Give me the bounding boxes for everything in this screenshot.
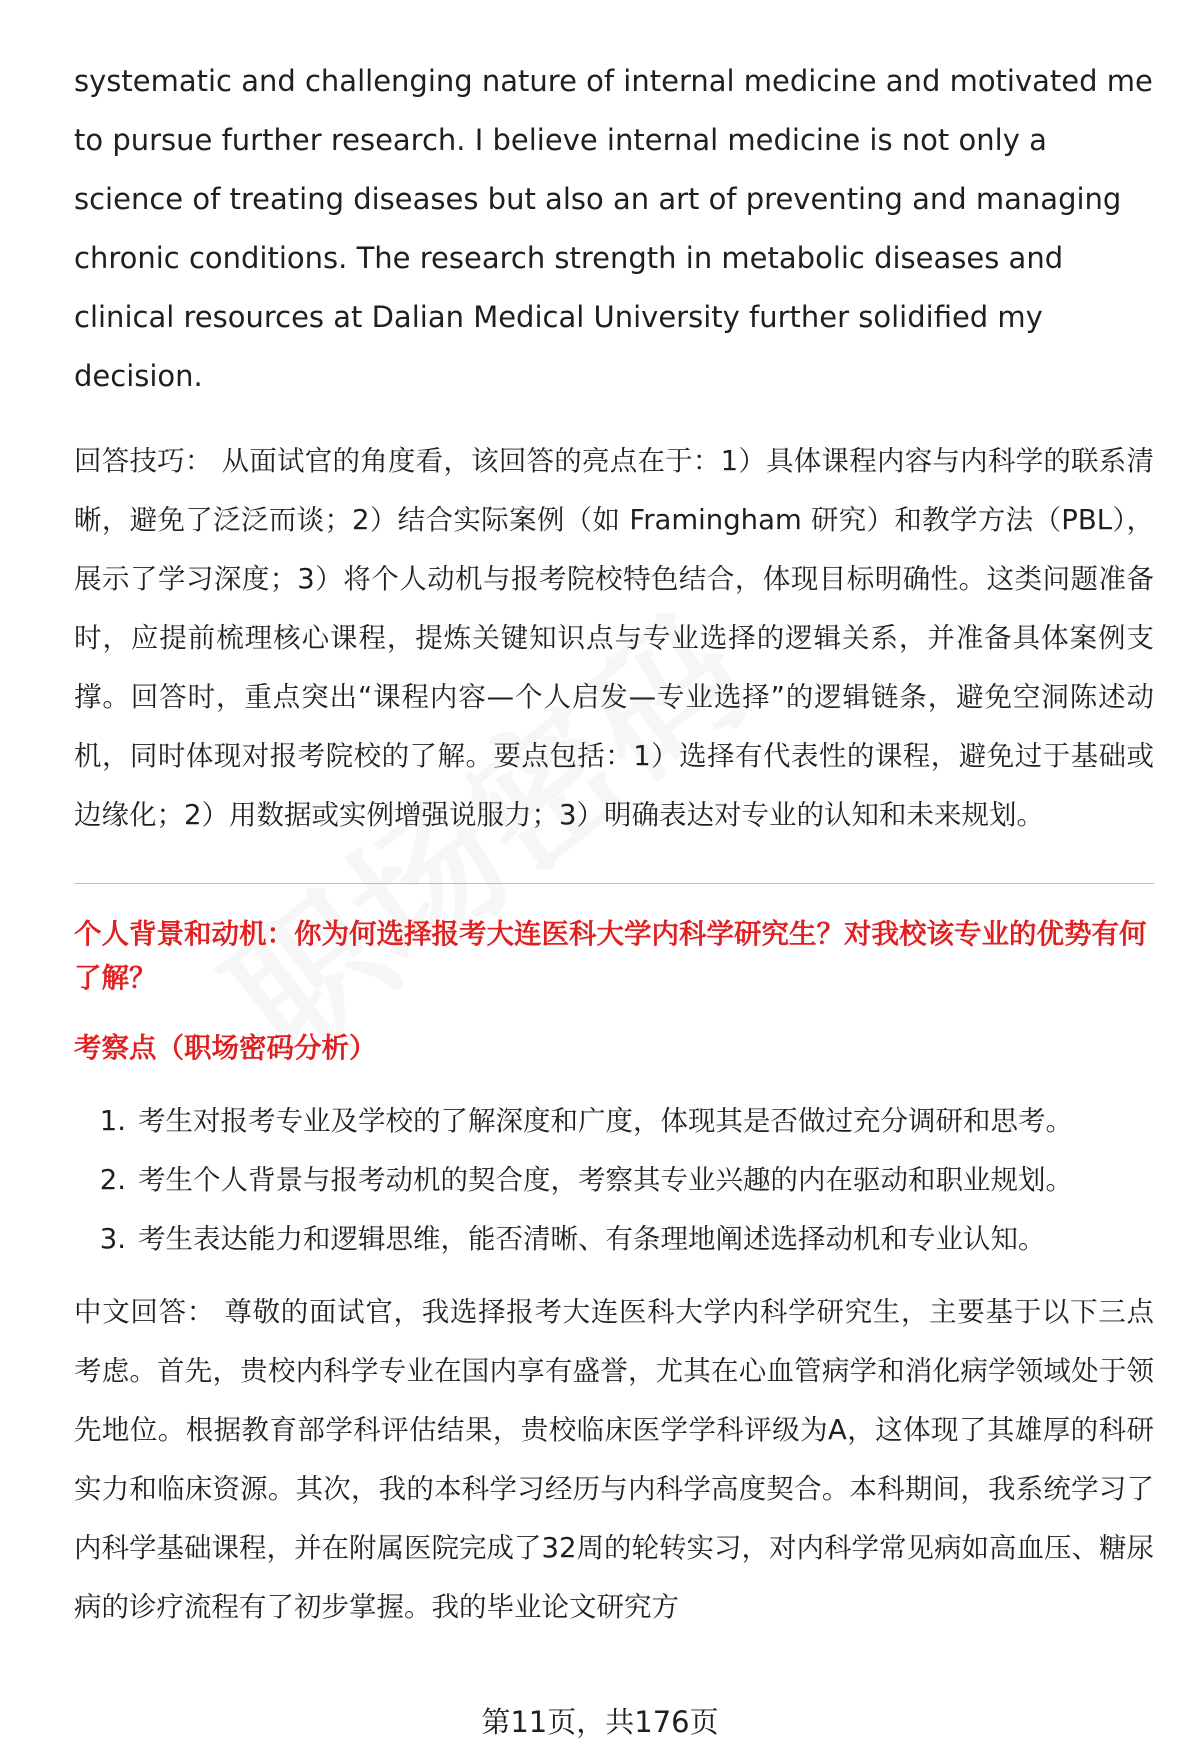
- page-content: [74, 52, 1154, 1637]
- list-item-number: 2.: [99, 1164, 126, 1196]
- list-item-text: 考生表达能力和逻辑思维，能否清晰、有条理地阐述选择动机和专业认知。: [138, 1223, 1046, 1255]
- list-item-text: 考生对报考专业及学校的了解深度和广度，体现其是否做过充分调研和思考。: [138, 1105, 1073, 1137]
- list-item-number: 1.: [99, 1105, 126, 1137]
- assessment-points-list: [74, 1092, 1154, 1269]
- list-item: [74, 1151, 1154, 1210]
- intro-paragraph: systematic and challenging nature of internal medicine and motivated me to pursue further research. I believe internal medicine is not only a science of treating diseases but also an art of preventing and managing chronic conditions. The research strength in metabolic diseases and clinical resources at Dalian Medical University further solidified my decision.: [74, 64, 1153, 393]
- question-heading: 个人背景和动机：你为何选择报考大连医科大学内科学研究生？对我校该专业的优势有何了解？: [74, 918, 1147, 994]
- list-item: [74, 1210, 1154, 1269]
- tips-paragraph: 回答技巧： 从面试官的角度看，该回答的亮点在于：1）具体课程内容与内科学的联系清晰，避免了泛泛而谈；2）结合实际案例（如 Framingham 研究）和教学方法（PBL），展示了学习深度；3）将个人动机与报考院校特色结合，体现目标明确性。这类问题准备时，应提前梳理核心课程，提炼关键知识点与专业选择的逻辑关系，并准备具体案例支撑。回答时，重点突出“课程内容—个人启发—专业选择”的逻辑链条，避免空洞陈述动机，同时体现对报考院校的了解。要点包括：1）选择有代表性的课程，避免过于基础或边缘化；2）用数据或实例增强说服力；3）明确表达对专业的认知和未来规划。: [74, 445, 1154, 831]
- section-divider: [74, 883, 1154, 884]
- section-title: 考察点（职场密码分析）: [74, 1032, 377, 1064]
- page-number: 第11页，共176页: [481, 1705, 719, 1739]
- list-item: [74, 1092, 1154, 1151]
- list-item-number: 3.: [99, 1223, 126, 1255]
- list-item-text: 考生个人背景与报考动机的契合度，考察其专业兴趣的内在驱动和职业规划。: [138, 1164, 1073, 1196]
- answer-paragraph: 中文回答： 尊敬的面试官，我选择报考大连医科大学内科学研究生，主要基于以下三点考虑。首先，贵校内科学专业在国内享有盛誉，尤其在心血管病学和消化病学领域处于领先地位。根据教育部学科评估结果，贵校临床医学学科评级为A，这体现了其雄厚的科研实力和临床资源。其次，我的本科学习经历与内科学高度契合。本科期间，我系统学习了内科学基础课程，并在附属医院完成了32周的轮转实习，对内科学常见病如高血压、糖尿病的诊疗流程有了初步掌握。我的毕业论文研究方: [74, 1296, 1154, 1623]
